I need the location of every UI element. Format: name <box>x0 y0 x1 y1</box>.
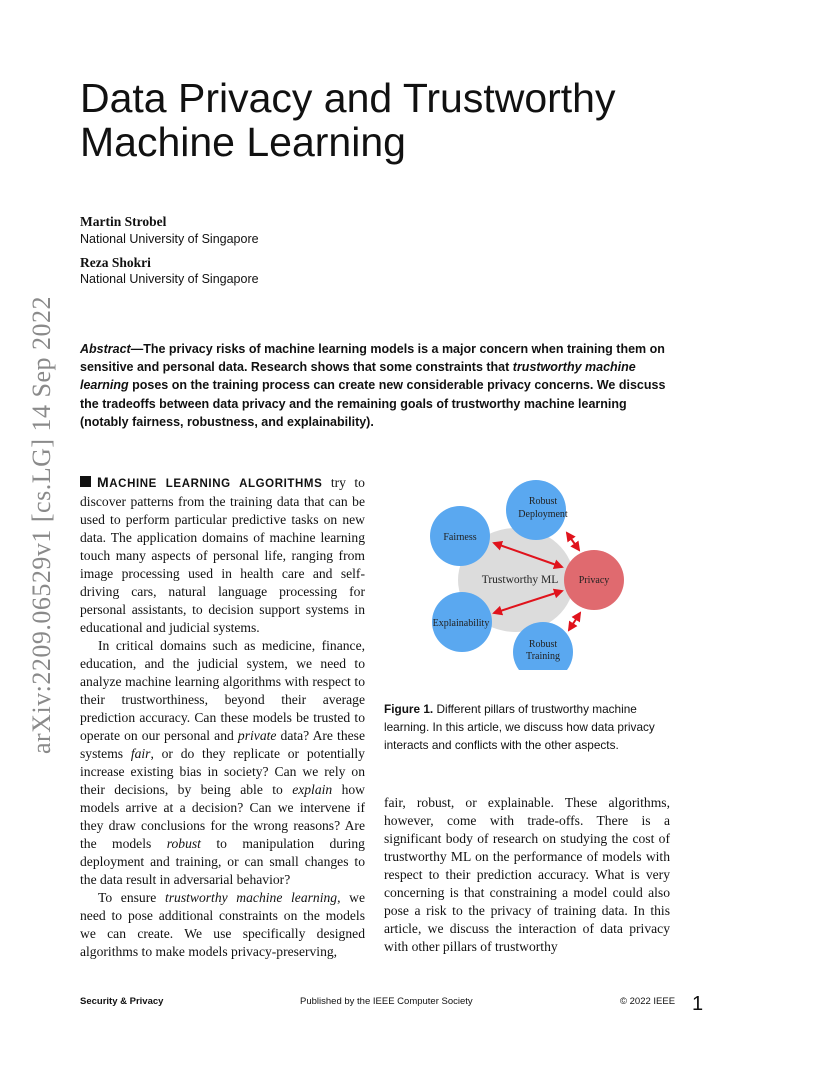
footer-publisher: Published by the IEEE Computer Society <box>300 996 473 1007</box>
abstract-dash: — <box>130 342 144 356</box>
label-center: Trustworthy ML <box>481 574 559 586</box>
label-deployment: Deployment <box>518 509 568 520</box>
footer-copyright: © 2022 IEEE <box>620 996 676 1007</box>
author-name: Martin Strobel <box>80 214 167 229</box>
pillars-diagram <box>384 470 674 670</box>
caption-label: Figure 1. <box>384 702 434 716</box>
right-column <box>384 794 670 956</box>
abstract-text: poses on the training process can create new considerable privacy concerns. We discuss the tradeoffs between data privacy and the remaining goals of trustworthy machine learning (notably fairness, robustness, and explainability). <box>80 378 666 429</box>
author-name: Reza Shokri <box>80 255 151 270</box>
page-number: 1 <box>692 993 704 1015</box>
paper-title: Data Privacy and Trustworthy Machine Learning <box>80 75 616 165</box>
abstract-emphasis: trustworthy machine learning <box>80 360 636 393</box>
footer-journal: Security & Privacy <box>80 996 164 1007</box>
paragraph: To ensure trustworthy machine learning, we need to pose additional constraints on the models we can create. We use specifically designed algorithms to make models privacy-preserving, <box>80 890 365 959</box>
figure-1 <box>384 470 674 670</box>
label-robust: Robust <box>528 639 558 650</box>
label-robust: Robust <box>528 496 558 507</box>
abstract-label: Abstract <box>80 342 131 356</box>
abstract-text: The privacy risks of machine learning models is a major concern when training them on sensitive and personal data. Research shows that some constraints that <box>80 342 665 375</box>
author-affiliation: National University of Singapore <box>80 232 259 246</box>
lead-in: MACHINE LEARNING ALGORITHMS <box>97 474 323 490</box>
caption-text: Different pillars of trustworthy machine learning. In this article, we discuss how data privacy interacts and conflicts with the other aspects. <box>384 702 655 752</box>
paragraph: In critical domains such as medicine, finance, education, and the judicial system, we need to analyze machine learning algorithms with respect to their trustworthiness, beyond their average prediction accuracy. Can these models be trusted to operate on our personal and private data? Are these systems fair, or do they replicate or potentially increase existing bias in society? Can we rely on their decisions, by being able to explain how models arrive at a decision? Can we intervene if they draw conclusions for the wrong reasons? Are the models robust to manipulation during deployment and training, or can small changes to the data result in adversarial behavior? <box>80 638 365 887</box>
label-explainability: Explainability <box>432 618 490 629</box>
paragraph: MACHINE LEARNING ALGORITHMS try to discover patterns from the training data that can be used to perform particular predictive tasks on new data. The application domains of machine learning touch many aspects of personal life, ranging from image processing used in health care and self-driving cars, natural language processing for personal assistants, to decision support systems in educational and judicial systems. <box>80 474 365 635</box>
label-privacy: Privacy <box>578 575 610 586</box>
abstract <box>80 340 672 431</box>
arxiv-id: arXiv:2209.06529v1 [cs.LG] 14 Sep 2022 <box>27 295 56 755</box>
author-affiliation: National University of Singapore <box>80 272 259 286</box>
paragraph: fair, robust, or explainable. These algorithms, however, come with trade-offs. There is a significant body of research on studying the cost of trustworthy ML on the performance of models with respect to their prediction accuracy. What is very concerning is that constraining a model could also pose a risk to the privacy of training data. In this article, we discuss the interaction of data privacy with other pillars of trustworthy <box>384 795 670 954</box>
arxiv-stamp <box>22 290 62 760</box>
label-fairness: Fairness <box>443 532 477 543</box>
arrow-deployment-privacy <box>567 533 579 550</box>
left-column <box>80 473 365 961</box>
arrow-training-privacy <box>569 613 580 630</box>
figure-caption <box>384 700 674 754</box>
label-training: Training <box>525 651 561 662</box>
section-marker <box>80 476 91 487</box>
